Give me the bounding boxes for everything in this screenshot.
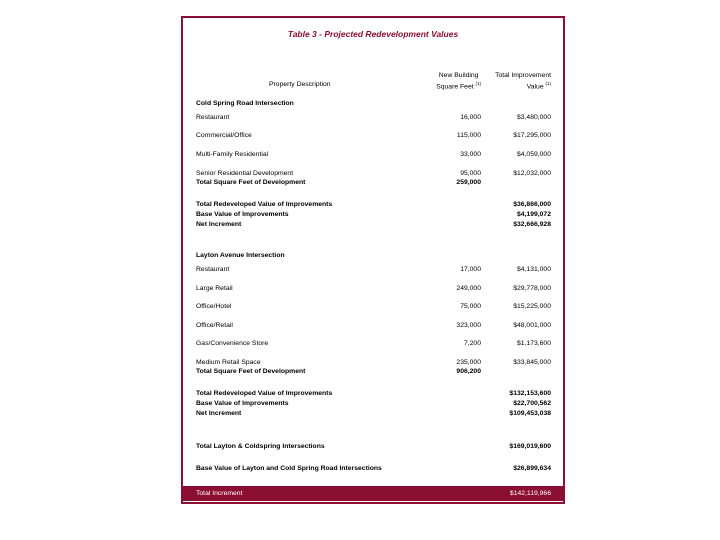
row-sqft: 75,000 <box>460 303 481 310</box>
layton-heading: Layton Avenue Intersection <box>196 252 285 259</box>
table-title: Table 3 - Projected Redevelopment Values <box>287 29 459 39</box>
cold-spring-heading: Cold Spring Road Intersection <box>196 100 294 107</box>
row-desc: Senior Residential Development <box>196 170 294 177</box>
row-value: $48,001,000 <box>513 322 551 329</box>
redeveloped-row <box>183 389 563 398</box>
row-sqft: 16,000 <box>460 114 481 121</box>
total-sqft-value: 906,200 <box>456 368 481 375</box>
table-row <box>183 284 563 293</box>
row-value: $4,131,000 <box>516 266 551 273</box>
section-heading-layton <box>183 251 563 260</box>
base-value-amount: $22,700,562 <box>513 400 551 407</box>
row-value: $15,225,000 <box>513 303 551 310</box>
total-increment-bar <box>183 486 563 501</box>
header-sqft <box>436 72 481 91</box>
row-value: $29,778,000 <box>513 285 551 292</box>
table-frame <box>181 16 565 504</box>
table-row <box>183 302 563 311</box>
summary-base-value: $26,899,634 <box>513 465 551 472</box>
row-value: $17,295,000 <box>513 132 551 139</box>
summary-base-row <box>183 464 563 473</box>
total-sqft-row <box>183 367 563 376</box>
redeveloped-row <box>183 200 563 209</box>
base-value-amount: $4,199,072 <box>516 211 551 218</box>
section-heading-cold-spring <box>183 99 563 108</box>
total-sqft-row <box>183 178 563 187</box>
table-row <box>183 169 563 178</box>
table-row <box>183 150 563 159</box>
row-desc: Gas/Convenience Store <box>196 340 269 347</box>
redeveloped-label: Total Redeveloped Value of Improvements <box>196 201 333 208</box>
row-value: $33,845,000 <box>513 359 551 366</box>
redeveloped-label: Total Redeveloped Value of Improvements <box>196 390 333 397</box>
row-desc: Medium Retail Space <box>196 359 261 366</box>
net-increment-label: Net Increment <box>196 410 242 417</box>
row-value: $1,173,600 <box>516 340 551 347</box>
row-desc: Restaurant <box>196 114 230 121</box>
row-sqft: 249,000 <box>456 285 481 292</box>
row-sqft: 95,000 <box>460 170 481 177</box>
summary-base-label: Base Value of Layton and Cold Spring Road Intersections <box>196 465 382 472</box>
summary-total-row <box>183 442 563 451</box>
total-sqft-value: 259,000 <box>456 179 481 186</box>
row-value: $12,032,000 <box>513 170 551 177</box>
total-sqft-label: Total Square Feet of Development <box>196 179 306 186</box>
base-value-label: Base Value of Improvements <box>196 211 289 218</box>
table-row <box>183 339 563 348</box>
net-increment-row <box>183 220 563 229</box>
header-sqft-note: (1) <box>475 81 481 86</box>
total-increment-label: Total Increment <box>196 490 243 497</box>
row-desc: Large Retail <box>196 285 233 292</box>
net-increment-row <box>183 409 563 418</box>
header-property-label: Property Description <box>269 81 331 88</box>
header-value-line2-wrap <box>495 80 551 91</box>
row-value: $4,059,000 <box>516 151 551 158</box>
table-row <box>183 321 563 330</box>
table-row <box>183 131 563 140</box>
header-value-line2: Value <box>526 83 544 91</box>
redeveloped-value: $132,153,600 <box>509 390 551 397</box>
table-row <box>183 113 563 122</box>
row-desc: Commercial/Office <box>196 132 252 139</box>
header-value-line1: Total Improvement <box>495 72 551 79</box>
row-sqft: 17,000 <box>460 266 481 273</box>
row-sqft: 7,200 <box>463 340 481 347</box>
header-value-note: (1) <box>545 81 551 86</box>
header-value <box>495 72 551 91</box>
summary-total-label: Total Layton & Coldspring Intersections <box>196 443 325 450</box>
total-sqft-label: Total Square Feet of Development <box>196 368 306 375</box>
base-value-row <box>183 399 563 408</box>
row-sqft: 115,000 <box>456 132 481 139</box>
redeveloped-value: $36,866,000 <box>513 201 551 208</box>
row-desc: Multi-Family Residential <box>196 151 269 158</box>
header-sqft-line1: New Building <box>438 72 479 79</box>
total-increment-value: $142,119,966 <box>509 490 551 497</box>
base-value-label: Base Value of Improvements <box>196 400 289 407</box>
net-increment-value: $109,453,038 <box>509 410 551 417</box>
row-sqft: 235,000 <box>456 359 481 366</box>
row-desc: Office/Retail <box>196 322 233 329</box>
row-desc: Office/Hotel <box>196 303 232 310</box>
header-property <box>269 81 331 89</box>
net-increment-label: Net Increment <box>196 221 242 228</box>
row-desc: Restaurant <box>196 266 230 273</box>
base-value-row <box>183 210 563 219</box>
header-sqft-line2-wrap <box>436 80 481 91</box>
row-value: $3,480,000 <box>516 114 551 121</box>
summary-total-value: $169,019,600 <box>509 443 551 450</box>
row-sqft: 33,000 <box>460 151 481 158</box>
row-sqft: 323,000 <box>456 322 481 329</box>
table-row <box>183 265 563 274</box>
header-sqft-line2: Square Feet <box>436 83 474 91</box>
table-row <box>183 358 563 367</box>
net-increment-value: $32,666,928 <box>513 221 551 228</box>
